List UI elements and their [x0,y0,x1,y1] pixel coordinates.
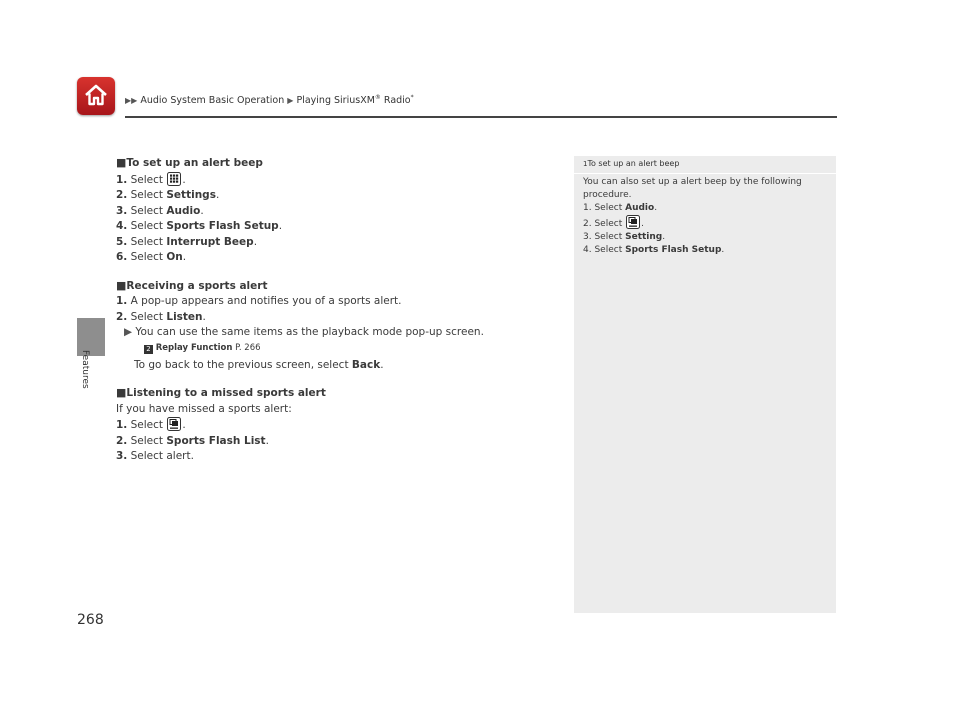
sidebar-text: You can also set up a alert beep by the following [583,177,802,187]
sidebar-step: 2. Select . [583,215,828,231]
page-number: 268 [77,612,104,628]
breadcrumb-item-basic-operation[interactable]: Audio System Basic Operation [140,95,285,107]
step-item: 3. Select Audio. [116,204,204,217]
main-content [116,155,556,465]
intro-text: If you have missed a sports alert: [116,402,292,415]
home-icon [83,82,109,108]
step-item: 2. Select Settings. [116,189,220,201]
step-item: 4. Select Sports Flash Setup. [116,220,283,232]
step-item: 2. Select Listen. [116,310,206,323]
breadcrumb [125,94,414,106]
sidebar-title-divider [574,173,836,174]
home-button[interactable] [77,77,115,115]
section-heading-alert-beep: ■To set up an alert beep [116,156,263,169]
note-arrow-icon: ▶ [124,326,133,338]
breadcrumb-arrow-icon: ▶▶ [125,96,138,106]
menu-button-icon [167,417,181,431]
step-item: 6. Select On. [116,251,187,263]
breadcrumb-item-siriusxm[interactable]: Playing SiriusXM® Radio* [296,94,414,107]
sidebar-title: 1To set up an alert beep [583,159,680,168]
step-item: 2. Select Sports Flash List. [116,434,269,447]
step-item: 1. A pop-up appears and notifies you of a sports alert. [116,295,402,307]
back-instruction: To go back to the previous screen, select Back. [134,358,384,371]
step-item: 3. Select alert. [116,450,194,462]
step-item: 1. Select . [116,173,186,186]
chapter-label: Features [80,350,90,389]
step-item: 5. Select Interrupt Beep. [116,235,258,248]
breadcrumb-arrow-icon: ▶ [287,96,294,106]
home-menu-icon [167,172,181,186]
sidebar-step: 4. Select Sports Flash Setup. [583,245,725,255]
note-text: ▶ You can use the same items as the playback mode pop-up screen. [124,326,484,338]
header-divider [125,116,837,118]
reference-arrow-icon: 2 [144,345,153,354]
sidebar-step: 1. Select Audio. [583,203,658,213]
sidebar-note [574,156,836,613]
sidebar-text: procedure. [583,190,632,200]
step-item: 1. Select . [116,419,186,431]
cross-reference-link[interactable]: 2 Replay Function P. 266 [116,341,556,355]
menu-button-icon [626,215,640,229]
sidebar-step: 3. Select Setting. [583,232,666,242]
section-heading-receiving: ■Receiving a sports alert [116,278,268,292]
section-heading-missed: ■Listening to a missed sports alert [116,386,326,399]
